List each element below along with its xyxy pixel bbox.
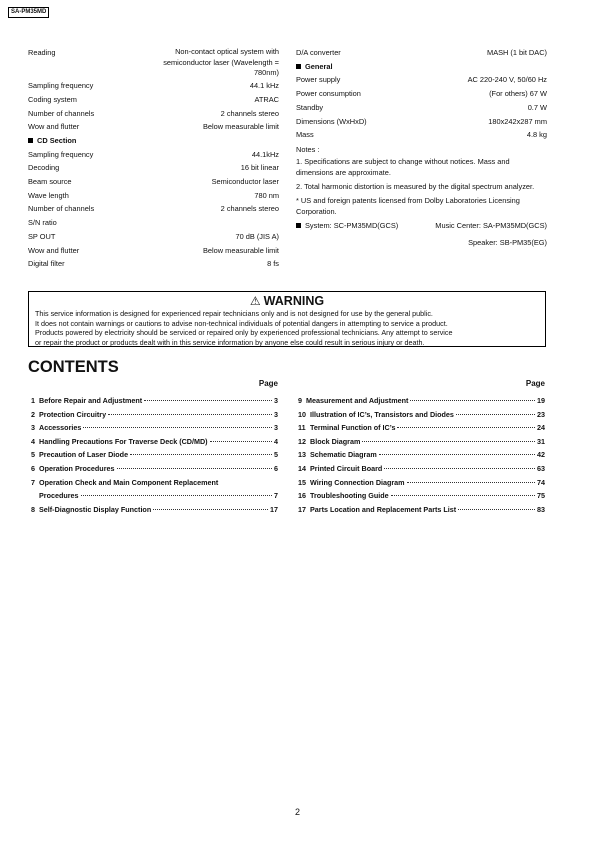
- toc-number: 1: [31, 396, 35, 405]
- spec-value: 180x242x287 mm: [488, 116, 547, 126]
- spec-row: [296, 101, 547, 115]
- toc-title: Terminal Function of IC’s: [310, 423, 396, 433]
- section-title: General: [305, 61, 333, 71]
- toc-entry[interactable]: [298, 394, 545, 408]
- toc-dot-leader: [456, 414, 535, 415]
- spec-row: [296, 128, 547, 142]
- spec-row: [296, 46, 547, 60]
- spec-row: [28, 93, 279, 107]
- spec-value: 8 fs: [267, 259, 279, 269]
- toc-dot-leader: [130, 454, 272, 455]
- spec-row: [296, 115, 547, 129]
- spec-value: 780 nm: [254, 190, 279, 200]
- toc-title: Accessories: [39, 423, 82, 433]
- music-center-label: Music Center: SA-PM35MD(GCS): [435, 220, 547, 230]
- spec-value: 0.7 W: [527, 102, 547, 112]
- spec-label: Wave length: [28, 190, 69, 200]
- toc-page-number: 19: [537, 396, 545, 405]
- toc-page-number: 83: [537, 504, 545, 514]
- toc-page-number: 24: [537, 423, 545, 433]
- spec-row: [28, 120, 279, 134]
- spec-value: ATRAC: [254, 94, 279, 104]
- toc-dot-leader: [397, 427, 535, 428]
- toc-title: Wiring Connection Diagram: [310, 477, 405, 487]
- section-title: CD Section: [37, 135, 77, 145]
- warning-line: It does not contain warnings or cautions to advise non-technical individuals of potential dangers in attempting to service a product.: [35, 318, 448, 328]
- toc-entry[interactable]: [31, 435, 278, 449]
- system-label: System: SC-PM35MD(GCS): [305, 220, 399, 230]
- toc-entry[interactable]: [31, 476, 278, 490]
- spec-value: 2 channels stereo: [220, 108, 279, 118]
- spec-value: 2 channels stereo: [220, 204, 279, 214]
- toc-title: Troubleshooting Guide: [310, 491, 389, 501]
- toc-title: Procedures: [39, 491, 79, 501]
- toc-number: 17: [298, 504, 306, 514]
- toc-entry[interactable]: [31, 394, 278, 408]
- warning-line: This service information is designed for experienced repair technicians only and is not designed for use by the general public.: [35, 309, 433, 318]
- toc-number: 15: [298, 477, 306, 487]
- toc-dot-leader: [144, 400, 272, 401]
- toc-right-column: [298, 378, 545, 516]
- toc-page-number: 6: [274, 463, 278, 473]
- toc-entry[interactable]: [298, 462, 545, 476]
- toc-number: 12: [298, 436, 306, 446]
- toc-dot-leader: [117, 468, 273, 469]
- toc-entry[interactable]: [298, 448, 545, 462]
- toc-dot-leader: [458, 509, 535, 510]
- toc-page-number: 42: [537, 450, 545, 460]
- notes-heading: Notes :: [296, 144, 320, 154]
- toc-page-number: 4: [274, 436, 278, 446]
- toc-dot-leader: [384, 468, 535, 469]
- toc-dot-leader: [407, 482, 535, 483]
- toc-entry[interactable]: [31, 503, 278, 517]
- spec-value: Semiconductor laser: [211, 177, 279, 187]
- spec-label: Sampling frequency: [28, 81, 94, 91]
- toc-title: Precaution of Laser Diode: [39, 450, 129, 460]
- spec-row: [296, 73, 547, 87]
- spec-label: S/N ratio: [28, 218, 57, 228]
- toc-dot-leader: [108, 414, 272, 415]
- specs-left-column: [28, 46, 279, 271]
- toc-title: Schematic Diagram: [310, 450, 377, 460]
- toc-title: Handling Precautions For Traverse Deck (CD/MD): [39, 436, 208, 446]
- general-specs: [296, 46, 547, 142]
- page-number: 2: [294, 807, 300, 817]
- toc-page-number: 63: [537, 463, 545, 473]
- spec-row: [28, 216, 279, 230]
- toc-dot-leader: [153, 509, 268, 510]
- toc-entry[interactable]: [298, 503, 545, 517]
- spec-value: MASH (1 bit DAC): [487, 48, 547, 57]
- toc-title: Illustration of IC’s, Transistors and Diodes: [310, 409, 454, 419]
- spec-row: [28, 244, 279, 258]
- toc-number: 6: [31, 463, 35, 473]
- spec-value: Non-contact optical system with semiconductor laser (Wavelength = 780nm): [163, 47, 279, 78]
- toc-page-number: 3: [274, 409, 278, 419]
- toc-number: 16: [298, 491, 306, 501]
- spec-section-heading: [296, 60, 547, 74]
- spec-label: Standby: [296, 102, 324, 112]
- note-item: * US and foreign patents licensed from Dolby Laboratories Licensing Corporation.: [296, 195, 520, 216]
- spec-label: Digital filter: [28, 259, 65, 269]
- toc-title: Measurement and Adjustment: [306, 396, 409, 405]
- toc-entry[interactable]: [298, 435, 545, 449]
- spec-label: Number of channels: [28, 108, 95, 118]
- toc-number: 2: [31, 409, 35, 419]
- toc-entry[interactable]: [31, 489, 278, 503]
- spec-label: Mass: [296, 130, 314, 140]
- warning-title: [35, 294, 539, 309]
- toc-dot-leader: [379, 454, 535, 455]
- spec-row: [28, 46, 279, 79]
- spec-label: Beam source: [28, 177, 72, 187]
- toc-title: Parts Location and Replacement Parts List: [310, 504, 457, 514]
- warning-title-text: WARNING: [263, 294, 325, 308]
- spec-row: [28, 230, 279, 244]
- toc-page-number: 7: [274, 491, 278, 501]
- spec-label: SP OUT: [28, 231, 56, 241]
- spec-row: [28, 107, 279, 121]
- toc-dot-leader: [81, 495, 272, 496]
- spec-value: (For others) 67 W: [489, 89, 547, 99]
- toc-title: Protection Circuitry: [39, 409, 107, 419]
- toc-number: 4: [31, 436, 35, 446]
- spec-label: Coding system: [28, 94, 77, 104]
- warning-box: [28, 291, 546, 347]
- toc-title: Operation Procedures: [39, 463, 115, 473]
- toc-entry[interactable]: [298, 489, 545, 503]
- spec-value: 44.1 kHz: [249, 81, 279, 91]
- toc-number: 10: [298, 409, 306, 419]
- toc-page-number: 31: [537, 436, 545, 446]
- spec-label: Wow and flutter: [28, 122, 80, 132]
- toc-title: Printed Circuit Board: [310, 463, 383, 473]
- spec-row: [28, 175, 279, 189]
- toc-title: Before Repair and Adjustment: [39, 396, 143, 405]
- square-bullet-icon: [296, 223, 301, 228]
- toc-page-number: 3: [274, 423, 278, 433]
- spec-label: Sampling frequency: [28, 149, 94, 159]
- spec-label: Dimensions (WxHxD): [296, 116, 367, 126]
- toc-number: 5: [31, 450, 35, 460]
- spec-row: [28, 257, 279, 271]
- toc-number: 9: [298, 396, 302, 405]
- spec-row: [28, 202, 279, 216]
- spec-label: Power supply: [296, 75, 341, 85]
- specs-right-column: [296, 46, 547, 248]
- model-tag: SA-PM35MD: [8, 7, 49, 18]
- toc-entry[interactable]: [31, 408, 278, 422]
- spec-value: 70 dB (JIS A): [235, 231, 279, 241]
- toc-entry[interactable]: [31, 448, 278, 462]
- contents-title: CONTENTS: [28, 358, 119, 376]
- toc-page-number: 3: [274, 396, 278, 405]
- toc-left-column: [31, 378, 278, 516]
- spec-row: [28, 189, 279, 203]
- toc-page-heading: Page: [258, 379, 278, 388]
- square-bullet-icon: [28, 138, 33, 143]
- warning-line: or repair the product or products dealt with in this service information by anyone else could result in serious injury or death.: [35, 337, 425, 347]
- spec-value: Below measurable limit: [203, 122, 279, 132]
- spec-value: 16 bit linear: [240, 163, 279, 173]
- spec-row: [28, 79, 279, 93]
- toc-dot-leader: [83, 427, 272, 428]
- spec-value: Below measurable limit: [203, 245, 279, 255]
- spec-row: [296, 87, 547, 101]
- spec-label: Wow and flutter: [28, 245, 80, 255]
- square-bullet-icon: [296, 64, 301, 69]
- toc-entry[interactable]: [298, 476, 545, 490]
- spec-value: 44.1kHz: [251, 149, 279, 159]
- toc-dot-leader: [362, 441, 535, 442]
- toc-dot-leader: [391, 495, 535, 496]
- toc-page-number: 75: [537, 491, 545, 501]
- spec-label: Number of channels: [28, 204, 95, 214]
- toc-title: Self-Diagnostic Display Function: [39, 504, 152, 514]
- toc-page-number: 74: [537, 477, 545, 487]
- spec-row: [28, 161, 279, 175]
- toc-number: 11: [298, 423, 306, 433]
- toc-number: 8: [31, 504, 35, 514]
- warning-triangle-icon: ⚠: [249, 294, 261, 308]
- system-line: [296, 220, 547, 231]
- toc-entry[interactable]: [31, 421, 278, 435]
- spec-label: Reading: [28, 48, 56, 57]
- toc-entry[interactable]: [31, 462, 278, 476]
- note-item: 1. Specifications are subject to change without notices. Mass and dimensions are approximate.: [296, 156, 510, 177]
- toc-entry[interactable]: [298, 421, 545, 435]
- toc-page-number: 23: [537, 409, 545, 419]
- spec-row: [28, 148, 279, 162]
- toc-title: Operation Check and Main Component Replacement: [39, 477, 219, 487]
- toc-page-number: 5: [274, 450, 278, 460]
- warning-line: Products powered by electricity should be serviced or repaired only by experienced professional technicians. Any attempt to service: [35, 328, 453, 337]
- note-item: 2. Total harmonic distortion is measured by the digital spectrum analyzer.: [296, 181, 535, 191]
- spec-value: AC 220-240 V, 50/60 Hz: [467, 75, 547, 85]
- toc-title: Block Diagram: [310, 436, 361, 446]
- spec-section-heading: [28, 134, 279, 148]
- speaker-label: Speaker: SB-PM35(EG): [468, 237, 547, 247]
- spec-label: Power consumption: [296, 89, 361, 99]
- toc-dot-leader: [410, 400, 535, 401]
- spec-value: 4.8 kg: [526, 130, 547, 140]
- toc-dot-leader: [210, 441, 272, 442]
- toc-page-number: 17: [270, 504, 278, 514]
- toc-number: 13: [298, 450, 306, 460]
- toc-page-heading: Page: [525, 379, 545, 388]
- toc-entry[interactable]: [298, 408, 545, 422]
- toc-number: 7: [31, 477, 35, 487]
- spec-label: D/A converter: [296, 48, 341, 57]
- toc-number: 14: [298, 463, 306, 473]
- spec-label: Decoding: [28, 163, 60, 173]
- toc-number: 3: [31, 423, 35, 433]
